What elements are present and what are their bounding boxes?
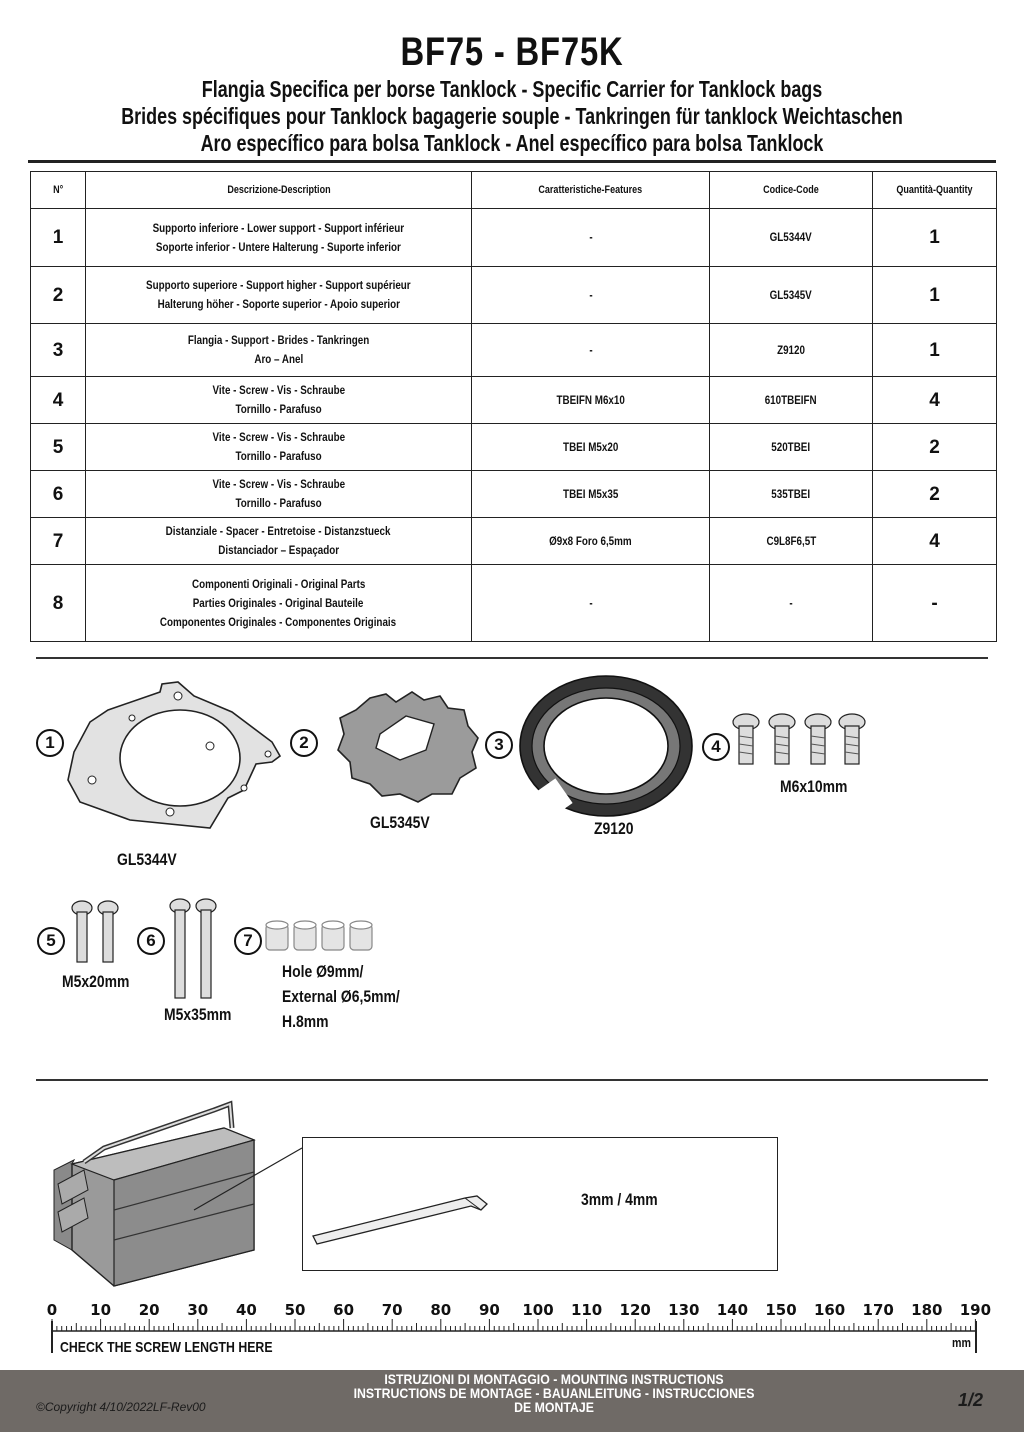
page-number: 1/2 xyxy=(958,1390,984,1410)
header-description: Descrizione-Description xyxy=(86,172,472,209)
row-number: 5 xyxy=(31,424,86,471)
upper-support-illustration xyxy=(330,686,480,806)
ruler-label: 90 xyxy=(478,1301,500,1319)
header-divider xyxy=(28,160,996,163)
row-code: 535TBEI xyxy=(710,471,873,518)
table-row xyxy=(31,424,997,471)
ruler-label: 150 xyxy=(765,1301,797,1319)
row-code: 610TBEIFN xyxy=(710,377,873,424)
ruler-label: 190 xyxy=(959,1301,992,1319)
subtitle-line-2: Brides spécifiques pour Tanklock bagagerie souple - Tankringen für tanklock Weichtaschen xyxy=(121,103,903,129)
row-features: Ø9x8 Foro 6,5mm xyxy=(472,518,710,565)
row-features: TBEI M5x20 xyxy=(472,424,710,471)
ruler-label: 140 xyxy=(716,1301,749,1319)
row-code: GL5345V xyxy=(710,267,873,324)
tank-ring-illustration xyxy=(514,672,694,822)
row-number: 3 xyxy=(31,324,86,377)
row-features: - xyxy=(472,324,710,377)
document-title: BF75 - BF75K xyxy=(400,30,624,74)
ruler-label: 60 xyxy=(333,1301,355,1319)
row-code: Z9120 xyxy=(710,324,873,377)
ruler-label: 20 xyxy=(138,1301,160,1319)
lower-support-plate-illustration xyxy=(60,680,290,850)
ruler-label: 130 xyxy=(668,1301,700,1319)
row-description: Vite - Screw - Vis - Schraube Tornillo - Parafuso xyxy=(86,377,472,424)
parts-table xyxy=(30,171,997,642)
ruler-label: 70 xyxy=(381,1301,403,1319)
table-row xyxy=(31,565,997,642)
header-number: N° xyxy=(31,172,86,209)
part-label-7b: External Ø6,5mm/ xyxy=(282,987,400,1006)
row-features: - xyxy=(472,209,710,267)
part-label-6: M5x35mm xyxy=(164,1005,232,1024)
row-description: Supporto inferiore - Lower support - Support inférieur Soporte inferior - Untere Halterung - Suporte inferior xyxy=(86,209,472,267)
table-row xyxy=(31,267,997,324)
row-number: 4 xyxy=(31,377,86,424)
row-code: C9L8F6,5T xyxy=(710,518,873,565)
row-quantity: 1 xyxy=(873,209,997,267)
row-number: 2 xyxy=(31,267,86,324)
row-quantity: 4 xyxy=(873,377,997,424)
ruler-label: 50 xyxy=(284,1301,306,1319)
part-label-7c: H.8mm xyxy=(282,1012,329,1031)
row-number: 1 xyxy=(31,209,86,267)
row-quantity: - xyxy=(873,565,997,642)
footer-line-1: ISTRUZIONI DI MONTAGGIO - MOUNTING INSTRUCTIONS xyxy=(384,1371,724,1387)
ruler-note: CHECK THE SCREW LENGTH HERE xyxy=(60,1339,273,1356)
row-number: 6 xyxy=(31,471,86,518)
allen-key-icon xyxy=(305,1180,495,1250)
m6x10-screws-illustration xyxy=(732,710,882,770)
ruler-label: 120 xyxy=(619,1301,651,1319)
part-label-3: Z9120 xyxy=(594,819,634,838)
part-label-7a: Hole Ø9mm/ xyxy=(282,962,364,981)
ruler-label: 10 xyxy=(90,1301,112,1319)
row-code: - xyxy=(710,565,873,642)
row-description: Vite - Screw - Vis - Schraube Tornillo - Parafuso xyxy=(86,471,472,518)
callout-7: 7 xyxy=(234,927,262,955)
row-features: TBEIFN M6x10 xyxy=(472,377,710,424)
row-description: Supporto superiore - Support higher - Support supérieur Halterung höher - Soporte superior - Apoio superior xyxy=(86,267,472,324)
ruler-label: 170 xyxy=(862,1301,894,1319)
ruler-label: 0 xyxy=(46,1301,58,1319)
row-features: - xyxy=(472,565,710,642)
row-description: Componenti Originali - Original Parts Parties Originales - Original Bauteile Componentes Originales - Componentes Originais xyxy=(86,565,472,642)
row-quantity: 2 xyxy=(873,424,997,471)
row-number: 7 xyxy=(31,518,86,565)
ruler-label: 100 xyxy=(522,1301,554,1319)
footer-line-2: INSTRUCTIONS DE MONTAGE - BAUANLEITUNG - INSTRUCCIONES xyxy=(353,1385,755,1401)
copyright: ©Copyright 4/10/2022LF-Rev00 xyxy=(36,1400,206,1414)
subtitle-line-1: Flangia Specifica per borse Tanklock - Specific Carrier for Tanklock bags xyxy=(201,76,823,102)
row-code: 520TBEI xyxy=(710,424,873,471)
callout-6: 6 xyxy=(137,927,165,955)
row-number: 8 xyxy=(31,565,86,642)
callout-1: 1 xyxy=(36,729,64,757)
m5x35-screws-illustration xyxy=(166,896,226,1006)
part-label-5: M5x20mm xyxy=(62,972,130,991)
table-row xyxy=(31,324,997,377)
m5x20-screws-illustration xyxy=(68,898,128,968)
header-features: Caratteristiche-Features xyxy=(472,172,710,209)
table-row xyxy=(31,518,997,565)
ruler-label: 40 xyxy=(235,1301,257,1319)
row-description: Vite - Screw - Vis - Schraube Tornillo - Parafuso xyxy=(86,424,472,471)
row-features: - xyxy=(472,267,710,324)
ruler-label: 80 xyxy=(430,1301,452,1319)
spacers-illustration xyxy=(264,920,379,954)
allen-key-panel xyxy=(302,1137,778,1271)
row-quantity: 2 xyxy=(873,471,997,518)
section-divider-tools xyxy=(36,1079,988,1081)
footer-bar xyxy=(0,1370,1024,1432)
table-row xyxy=(31,377,997,424)
part-label-4: M6x10mm xyxy=(780,777,848,796)
section-divider-parts xyxy=(36,657,988,659)
part-label-2: GL5345V xyxy=(370,813,430,832)
toolbox-icon xyxy=(44,1100,314,1290)
allen-key-size: 3mm / 4mm xyxy=(581,1190,658,1209)
callout-4: 4 xyxy=(702,733,730,761)
subtitle-line-3: Aro específico para bolsa Tanklock - Anel específico para bolsa Tanklock xyxy=(200,130,824,156)
callout-3: 3 xyxy=(485,731,513,759)
row-quantity: 1 xyxy=(873,267,997,324)
header-code: Codice-Code xyxy=(710,172,873,209)
row-description: Distanziale - Spacer - Entretoise - Distanzstueck Distanciador – Espaçador xyxy=(86,518,472,565)
header-quantity: Quantità-Quantity xyxy=(873,172,997,209)
callout-2: 2 xyxy=(290,729,318,757)
table-row xyxy=(31,471,997,518)
ruler-label: 160 xyxy=(813,1301,846,1319)
table-row xyxy=(31,209,997,267)
row-quantity: 4 xyxy=(873,518,997,565)
part-label-1: GL5344V xyxy=(117,850,177,869)
table-header-row xyxy=(31,172,997,209)
ruler-label: 180 xyxy=(911,1301,943,1319)
footer-line-3: DE MONTAJE xyxy=(514,1399,594,1415)
ruler-label: 110 xyxy=(570,1301,603,1319)
ruler-label: 30 xyxy=(187,1301,209,1319)
row-description: Flangia - Support - Brides - Tankringen Aro – Anel xyxy=(86,324,472,377)
row-code: GL5344V xyxy=(710,209,873,267)
ruler-unit: mm xyxy=(952,1335,971,1350)
callout-5: 5 xyxy=(37,927,65,955)
row-quantity: 1 xyxy=(873,324,997,377)
row-features: TBEI M5x35 xyxy=(472,471,710,518)
